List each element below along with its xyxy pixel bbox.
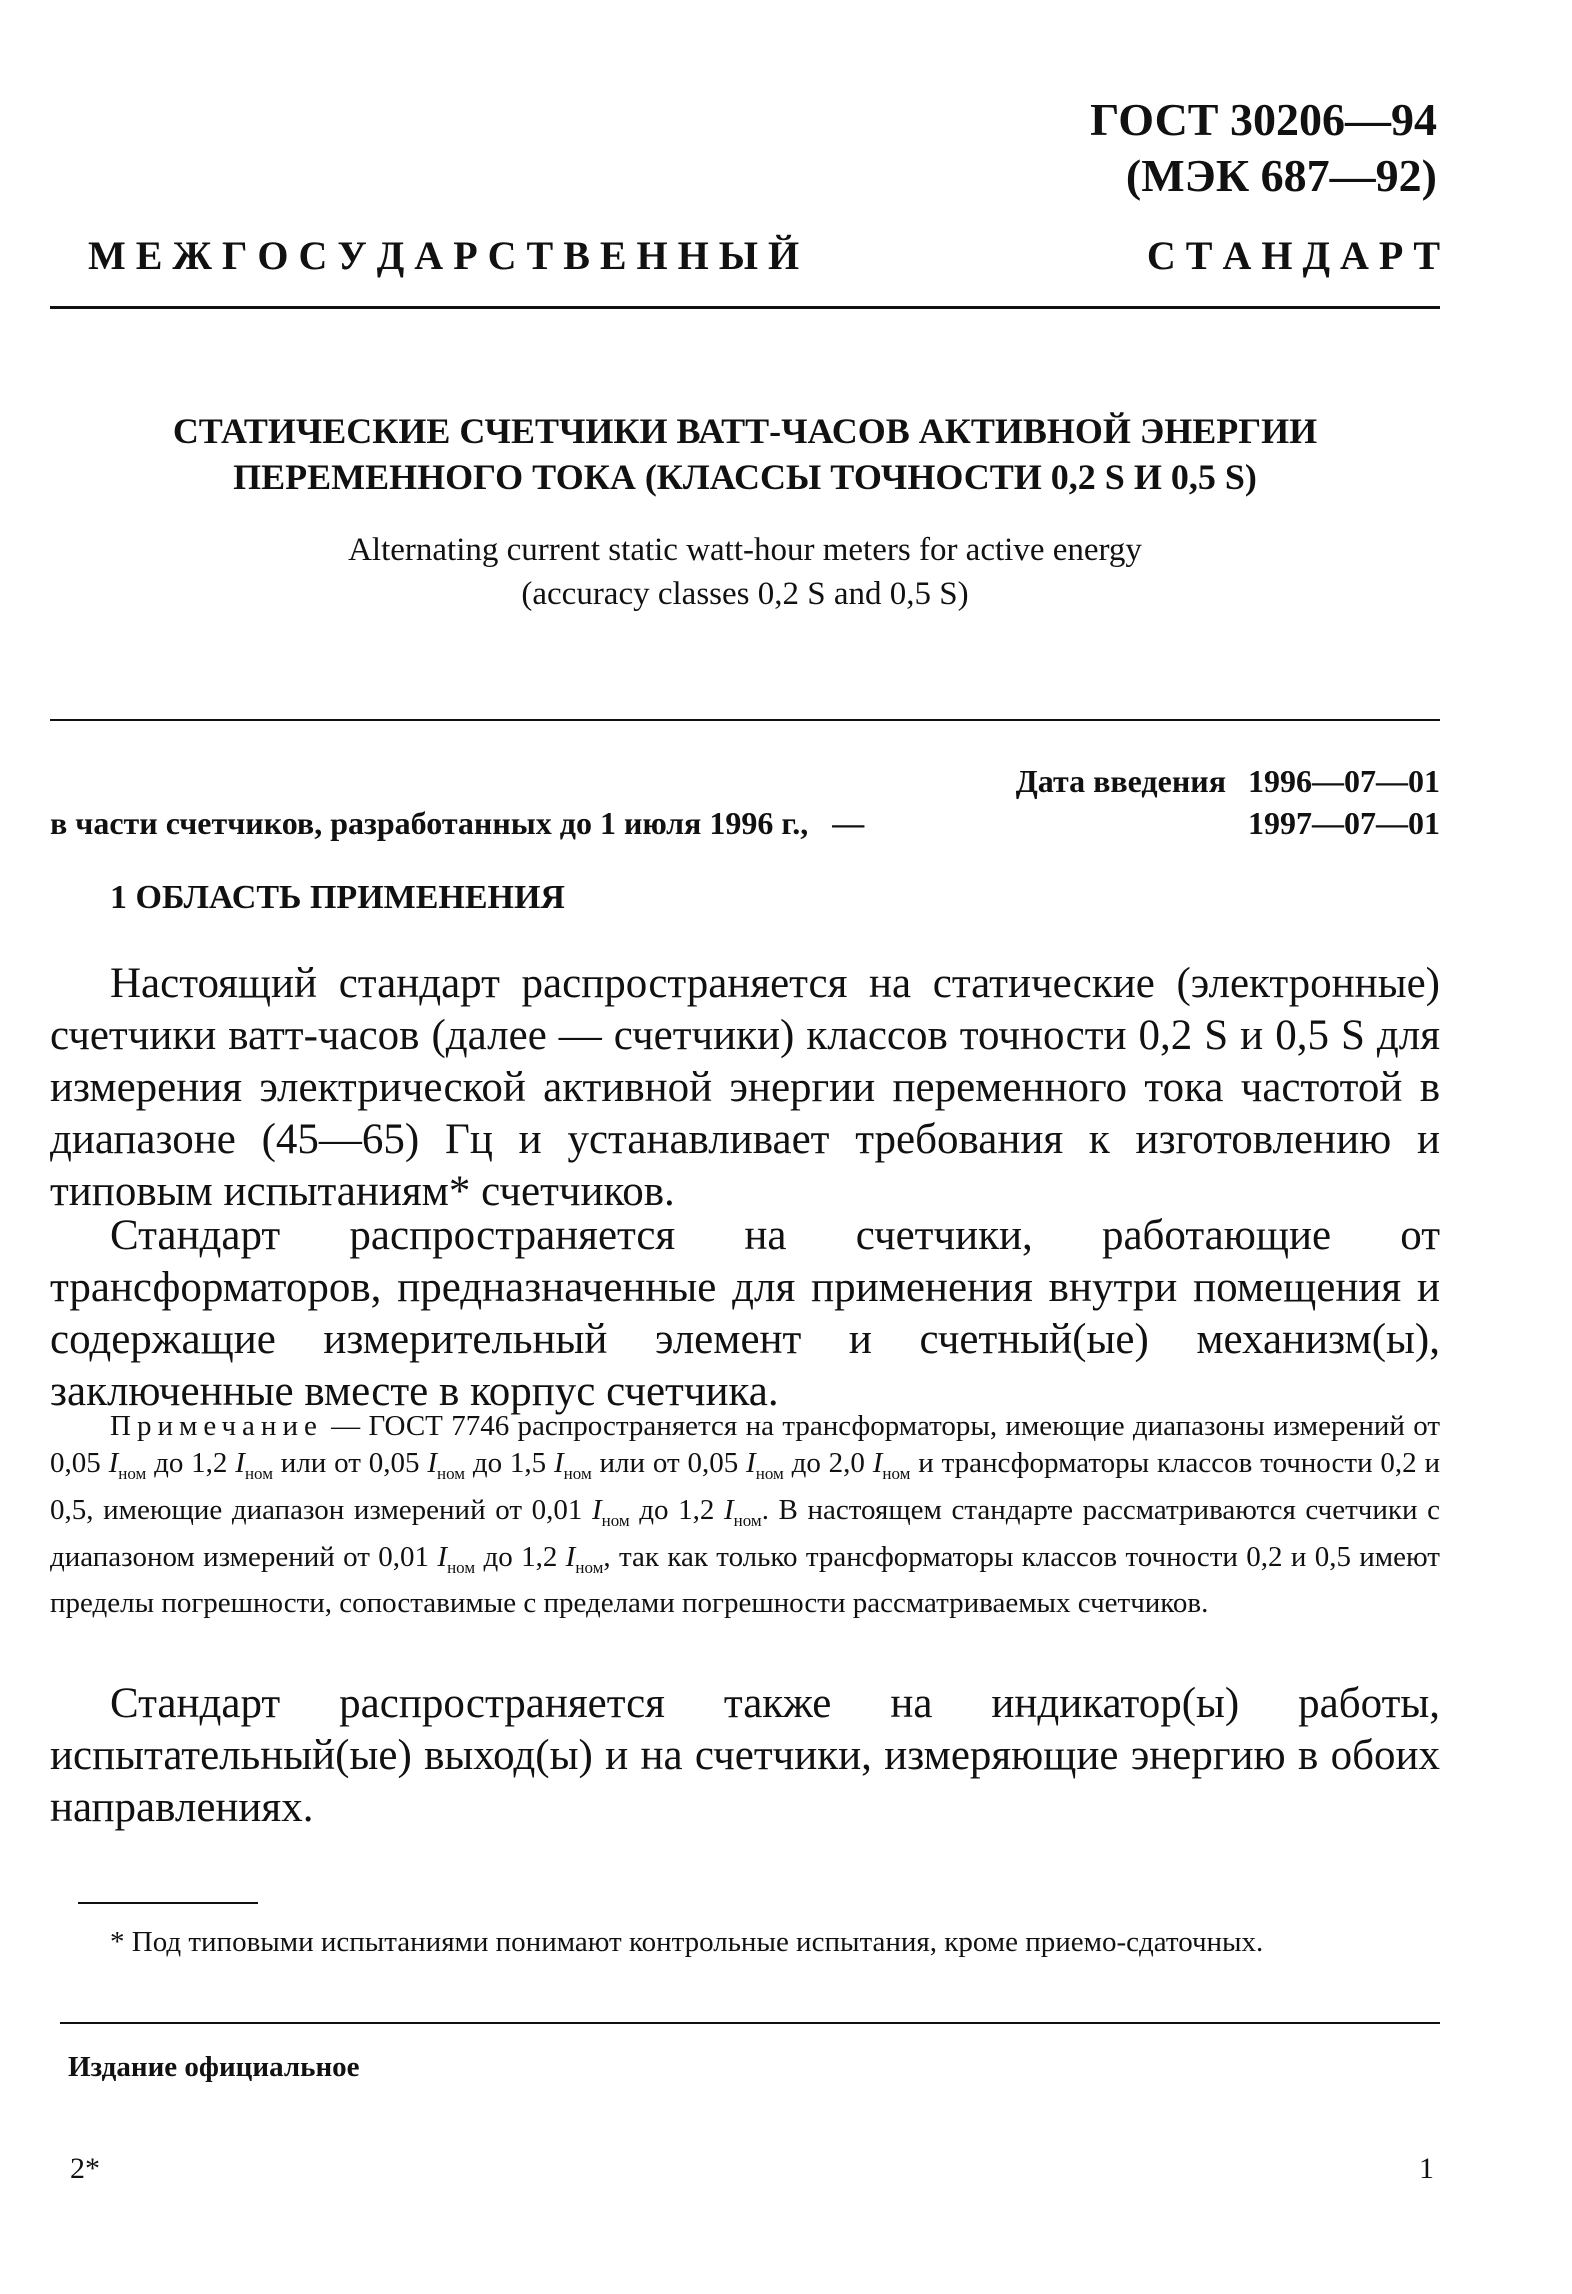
intro-date-label: Дата введения [1015,763,1226,799]
footnote-text: * Под типовыми испытаниями понимают контрольные испытания, кроме приемо-сдаточных. [110,1926,1264,1958]
paragraph-scope [50,958,1440,1218]
kind-word-standard: С Т А Н Д А Р Т [1146,233,1440,278]
title-ru-line-1: СТАТИЧЕСКИЕ СЧЕТЧИКИ ВАТТ-ЧАСОВ АКТИВНОЙ ЭНЕРГИИ [172,411,1318,451]
title-en-line-2: (accuracy classes 0,2 S and 0,5 S) [521,576,969,612]
part-date-row [50,802,1440,844]
title-russian [50,408,1440,500]
sheet-mark: 2* [70,2152,100,2185]
standard-number [1090,92,1437,204]
title-en-line-1: Alternating current static watt-hour meters for active energy [348,532,1142,568]
footnote [50,1922,1440,1962]
section-heading: 1 ОБЛАСТЬ ПРИМЕНЕНИЯ [110,879,565,916]
part-date-dash: — [832,805,865,841]
paragraph-transformer-meters [50,1210,1440,1418]
note-block [50,1408,1440,1622]
paragraph-indicators-text: Стандарт распространяется также на индикатор(ы) работы, испытательный(ые) выход(ы) и на счетчики, измеряющие энергию в обоих направлениях. [50,1680,1440,1831]
paragraph-indicators [50,1678,1440,1834]
gost-number: ГОСТ 30206—94 [1090,94,1437,145]
edition-label: Издание официальное [68,2051,360,2083]
iec-number: (МЭК 687—92) [1125,150,1437,201]
intro-date-row [50,760,1440,802]
part-date-label: в части счетчиков, разработанных до 1 июля 1996 г., [50,805,809,841]
footnote-divider [78,1902,258,1904]
header-divider [50,306,1440,309]
page-number: 1 [1419,2152,1434,2185]
paragraph-scope-text: Настоящий стандарт распространяется на статические (электронные) счетчики ватт-часов (далее — счетчики) классов точности 0,2 S и 0,5 S для измерения электрической активной энергии переменного тока частотой в диапазоне (45—65) Гц и устанавливает требования к изготовлению и типовым испытаниям* счетчиков. [50,960,1440,1215]
paragraph-transformer-text: Стандарт распространяется на счетчики, работающие от трансформаторов, предназначенные для применения внутри помещения и содержащие измерительный элемент и счетный(ые) механизм(ы), заключенные вместе в корпус счетчика. [50,1212,1440,1415]
standard-kind [88,232,1440,280]
intro-date-value: 1996—07—01 [1248,763,1440,799]
title-english [50,528,1440,616]
title-ru-line-2: ПЕРЕМЕННОГО ТОКА (КЛАССЫ ТОЧНОСТИ 0,2 S И 0,5 S) [233,457,1257,497]
note-text: Примечание — ГОСТ 7746 распространяется на трансформаторы, имеющие диапазоны измерений от 0,05 $I_{ном}$ до 1,2 $I_{ном}$ или от 0,05 $I_{ном}$ до 1,5 $I_{ном}$ или от 0,05 $I_{ном}$ до 2,0 $I_{ном}$ и трансформаторы классов точности 0,2 и 0,5, имеющие диапазон измерений от 0,01 $I_{ном}$ до 1,2 $I_{ном}$. В настоящем стандарте рассматриваются счетчики с диапазоном измерений от 0,01 $I_{ном}$ до 1,2 $I_{ном}$, так как только трансформаторы классов точности 0,2 и 0,5 имеют пределы погрешности, сопоставимые с пределами погрешности рассматриваемых счетчиков. [50,1410,1440,1620]
kind-word-interstate: М Е Ж Г О С У Д А Р С Т В Е Н Н Ы Й [88,233,800,278]
effective-dates [50,760,1440,844]
edition-divider [60,2022,1440,2024]
note-label: Примечание [110,1410,323,1442]
part-date-value: 1997—07—01 [1248,805,1440,841]
title-divider [50,719,1440,721]
